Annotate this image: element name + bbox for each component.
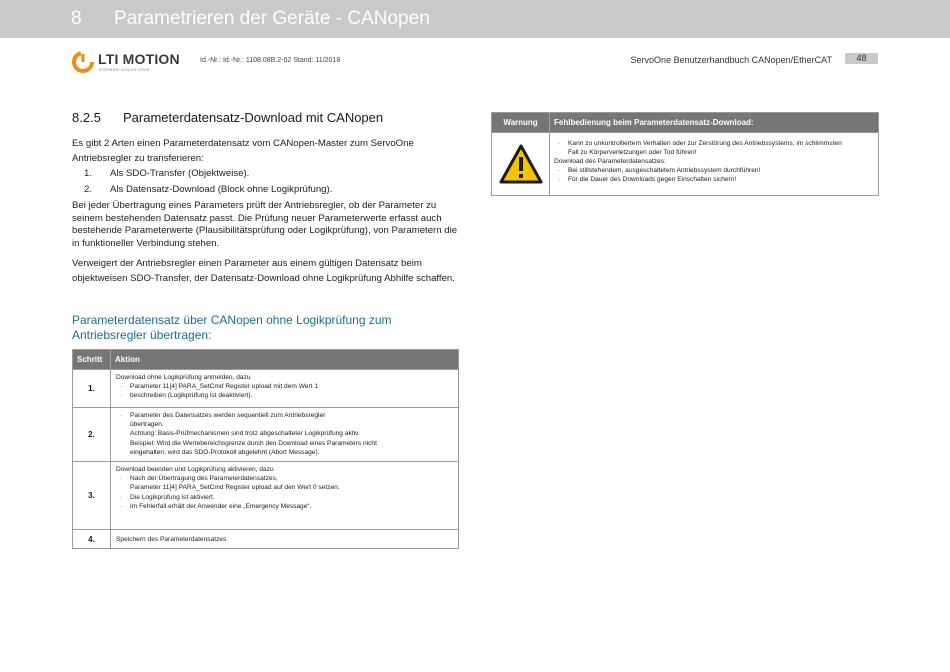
steps-table [72,349,459,549]
lti-motion-logo [72,50,192,74]
table-row [73,369,458,407]
procedure-heading: Parameterdatensatz über CANopen ohne Logikprüfung zum Antriebsregler übertragen: [72,313,392,342]
section-title: Parameterdatensatz-Download mit CANopen [123,110,384,125]
intro-paragraph: Es gibt 2 Arten einen Parameterdatensatz vom CANopen-Master zum ServoOne Antriebsregler zu transferieren: [72,138,414,164]
steps-table-header [73,350,458,369]
remedy-paragraph: Verweigert der Antriebsregler einen Parameter aus einem gültigen Datensatz beim objektweisen SDO-Transfer, der Datensatz-Download ohne Logikprüfung Abhilfe schaffen. [72,258,455,284]
step-number: 2. [73,408,111,461]
warning-header-label: Warnung [492,113,550,132]
step-action: Speichern des Parameterdatensatzes [116,536,227,543]
table-row [73,461,458,529]
document-id: Id.-Nr.: Id.-Nr.: 1108.08B.2-02 Stand: 11/2018 [200,57,341,64]
table-row [73,407,458,461]
logo-mark-icon [72,51,94,73]
warning-table-header [492,113,878,132]
logo-subtitle: KÖRBER SOLUTIONS [99,67,150,72]
document-title: ServoOne Benutzerhandbuch CANopen/EtherCAT [630,55,832,65]
step-number: 3. [73,462,111,529]
warning-table [491,112,879,196]
warning-icon-cell [492,133,550,195]
logo-text: LTI MOTION [98,51,180,67]
step-action: Download beenden und Logikprüfung aktivieren, dazu · Nach der Übertragung des Parameterdatensatzes, Parameter 11[4] PARA_SetCmd Register upload auf den Wert 0 setzen. · Die Logikprüfung ist aktiviert. · Im Fehlerfall erhält der Anwender eine „Emergency Message“. [111,462,458,529]
column-header-step: Schritt [73,350,111,369]
section-heading [72,110,383,125]
chapter-bar [0,0,950,38]
section-number: 8.2.5 [72,110,101,125]
check-paragraph: Bei jeder Übertragung eines Parameters prüft der Antriebsregler, ob der Parameter zu seinem bestehenden Datensatz passt. Die Prüfung neuer Parameterwerte erfasst auch bestehende Parameterwerte (Plausibilitätsprüfung oder Logikprüfung), von Parametern die in funktioneller Verbindung stehen. [72,200,458,249]
table-row [73,529,458,548]
list-item: 2. Als Datensatz-Download (Block ohne Logikprüfung). [84,183,333,195]
step-action: Download ohne Logikprüfung anmelden, dazu · Parameter 11[4] PARA_SetCmd Register upload mit dem Wert 1 · beschreiben (Logikprüfung ist deaktiviert). [111,370,458,407]
warning-header-title: Fehlbedienung beim Parameterdatensatz-Download: [554,118,754,127]
column-header-action: Aktion [115,355,140,364]
step-number: 1. [73,370,111,407]
warning-triangle-icon [499,144,543,184]
chapter-title: Parametrieren der Geräte - CANopen [114,8,430,29]
step-action: · Parameter des Datensatzes werden sequentiell zum Antriebsregler übertragen. Achtung: Basis-Prüfmechanismen sind trotz abgeschalteter Logikprüfung aktiv. Beispiel: Wird die Wertebereichsgrenze durch den Download eines Parameters nicht eingehalten, wird das SDO-Protokoll abgelehnt (Abort Message). [111,408,458,461]
step-number: 4. [73,530,111,548]
list-item: 1. Als SDO-Transfer (Objektweise). [84,168,250,179]
transfer-method-list [84,166,332,197]
warning-body [492,132,878,195]
warning-text: · Kann zu unkontrolliertem Verhalten oder zur Zerstörung des Antriebssystems, im schlimmsten Fall zu Körperverletzungen oder Tod führen! Download des Parameterdatensatzes: · Bei stillstehendem, ausgeschaltetem Antriebssystem durchführen! · Für die Dauer des Downloads gegen Einschalten sichern! [550,133,878,195]
page-number: 48 [845,53,878,64]
chapter-number: 8 [71,8,82,29]
